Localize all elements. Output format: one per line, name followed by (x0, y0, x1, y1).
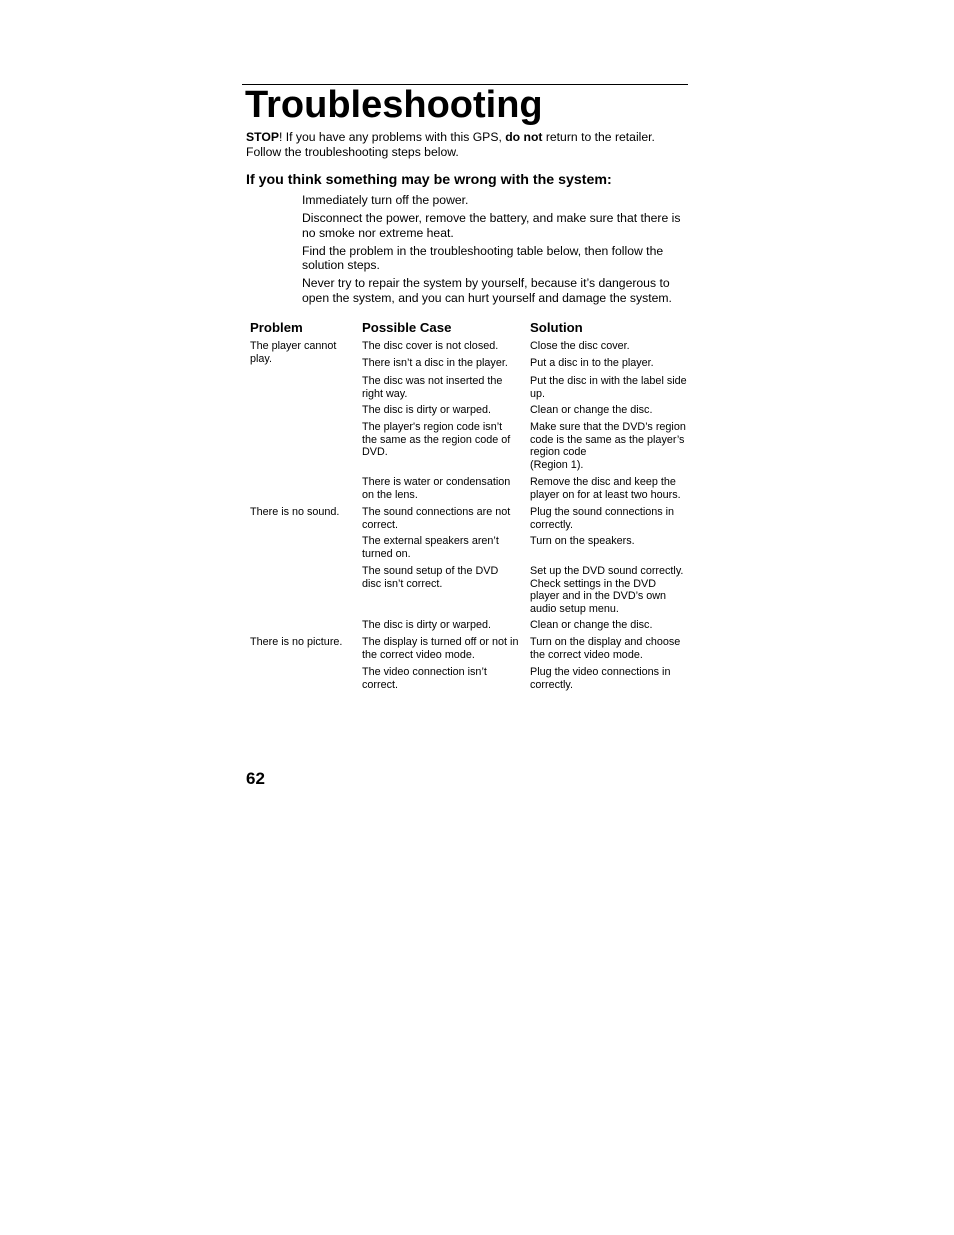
stop-label: STOP (246, 130, 279, 144)
intro-paragraph (246, 130, 686, 160)
case-cell: The disc was not inserted the right way. (362, 375, 503, 400)
case-cell: The video connection isn’t correct. (362, 666, 487, 691)
solution-cell: Put a disc in to the player. (530, 357, 654, 369)
solution-cell: Remove the disc and keep the player on for at least two hours. (530, 476, 681, 501)
problem-cell: There is no picture. (250, 636, 343, 648)
case-cell: The disc is dirty or warped. (362, 619, 492, 631)
case-cell: The sound setup of the DVD disc isn’t correct. (362, 565, 499, 590)
case-cell: The sound connections are not correct. (362, 506, 511, 531)
step-item: Find the problem in the troubleshooting table below, then follow the solution steps. (302, 243, 664, 272)
column-header-problem: Problem (250, 320, 303, 335)
step-item: Disconnect the power, remove the battery, and make sure that there is no smoke nor extreme heat. (302, 211, 681, 240)
case-cell: There isn’t a disc in the player. (362, 357, 508, 369)
case-cell: The display is turned off or not in the correct video mode. (362, 636, 519, 661)
solution-cell: Put the disc in with the label side up. (530, 375, 687, 400)
solution-cell: Turn on the display and choose the correct video mode. (530, 636, 681, 661)
page-number: 62 (246, 769, 265, 788)
solution-cell: Clean or change the disc. (530, 404, 653, 416)
solution-text: Make sure that the DVD’s region code is the same as the player’s region code (530, 421, 686, 458)
case-cell: There is water or condensation on the lens. (362, 476, 511, 501)
step-item: Never try to repair the system by yourself, because it’s dangerous to open the system, and you can hurt yourself and damage the system. (302, 276, 672, 305)
case-cell: The player's region code isn’t the same as the region code of DVD. (362, 421, 511, 458)
solution-cell: Set up the DVD sound correctly. Check settings in the DVD player and in the DVD’s own audio setup menu. (530, 565, 684, 615)
steps-list (302, 193, 690, 309)
column-header-solution: Solution (530, 320, 583, 335)
column-header-possible-case: Possible Case (362, 320, 452, 335)
step-item: Immediately turn off the power. (302, 193, 469, 207)
problem-cell: The player cannot play. (250, 340, 337, 365)
solution-cell: Clean or change the disc. (530, 619, 653, 631)
solution-cell (530, 421, 688, 471)
page-title: Troubleshooting (245, 84, 543, 126)
solution-cell: Plug the video connections in correctly. (530, 666, 671, 691)
do-not-label: do not (505, 130, 543, 144)
case-cell: The disc is dirty or warped. (362, 404, 492, 416)
case-cell: The disc cover is not closed. (362, 340, 499, 352)
case-cell: The external speakers aren’t turned on. (362, 535, 499, 560)
intro-text-2: return to the retailer. Follow the troubleshooting steps below. (246, 130, 655, 159)
solution-cell: Close the disc cover. (530, 340, 630, 352)
section-heading: If you think something may be wrong with the system: (246, 172, 612, 188)
solution-cell: Turn on the speakers. (530, 535, 635, 547)
solution-text-line2: (Region 1). (530, 458, 584, 471)
solution-cell: Plug the sound connections in correctly. (530, 506, 675, 531)
problem-cell: There is no sound. (250, 506, 340, 518)
intro-text-1: ! If you have any problems with this GPS, (278, 130, 506, 144)
